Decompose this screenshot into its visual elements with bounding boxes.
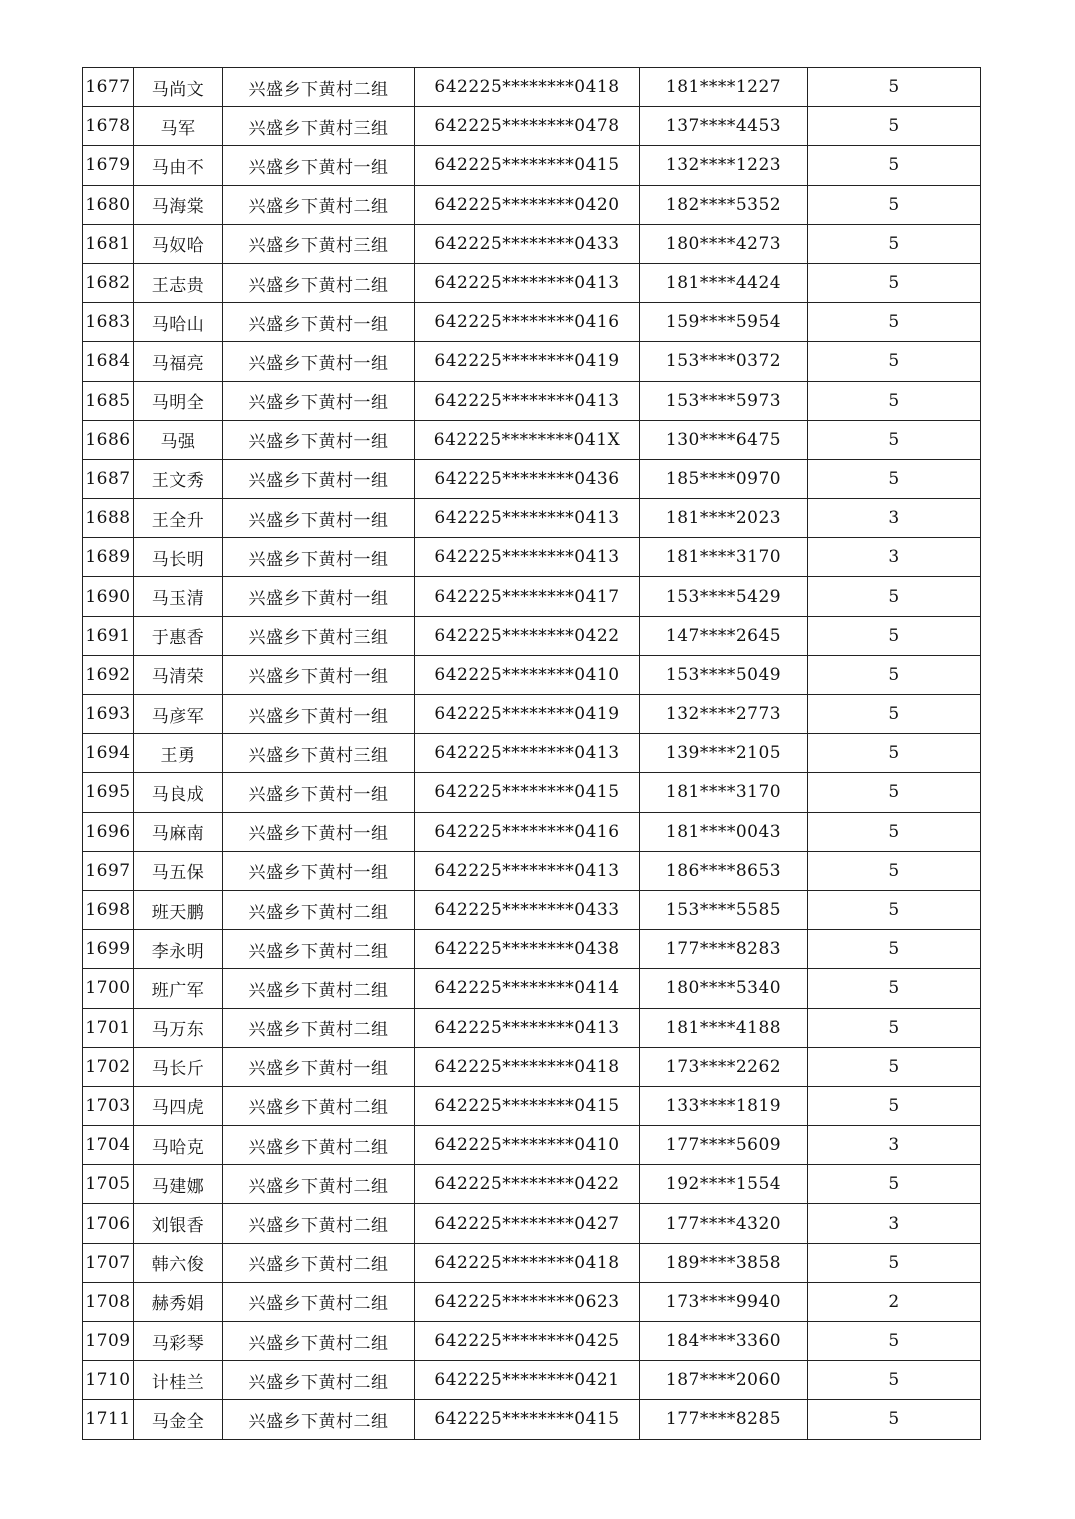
table-row: [83, 1282, 981, 1321]
phone-cell: 181****4424: [640, 263, 808, 302]
address-cell: 兴盛乡下黄村三组: [223, 107, 415, 146]
id-number-cell: 642225********0433: [415, 890, 640, 929]
address-cell: 兴盛乡下黄村一组: [223, 499, 415, 538]
count-cell: 5: [808, 185, 981, 224]
phone-cell: 192****1554: [640, 1165, 808, 1204]
count-cell: 5: [808, 890, 981, 929]
phone-cell: 181****4188: [640, 1008, 808, 1047]
phone-cell: 177****5609: [640, 1126, 808, 1165]
table-row: [83, 68, 981, 107]
address-cell: 兴盛乡下黄村二组: [223, 1322, 415, 1361]
name-cell: 马建娜: [134, 1165, 223, 1204]
count-cell: 5: [808, 695, 981, 734]
id-number-cell: 642225********0418: [415, 1243, 640, 1282]
address-cell: 兴盛乡下黄村一组: [223, 577, 415, 616]
count-cell: 3: [808, 538, 981, 577]
name-cell: 马长明: [134, 538, 223, 577]
phone-cell: 153****0372: [640, 342, 808, 381]
count-cell: 2: [808, 1282, 981, 1321]
row-number-cell: 1707: [83, 1243, 134, 1282]
row-number-cell: 1702: [83, 1047, 134, 1086]
row-number-cell: 1703: [83, 1086, 134, 1125]
id-number-cell: 642225********0422: [415, 1165, 640, 1204]
row-number-cell: 1677: [83, 68, 134, 107]
id-number-cell: 642225********0417: [415, 577, 640, 616]
phone-cell: 181****2023: [640, 499, 808, 538]
table-row: [83, 303, 981, 342]
count-cell: 3: [808, 499, 981, 538]
table-row: [83, 381, 981, 420]
address-cell: 兴盛乡下黄村一组: [223, 303, 415, 342]
id-number-cell: 642225********0420: [415, 185, 640, 224]
count-cell: 5: [808, 107, 981, 146]
address-cell: 兴盛乡下黄村一组: [223, 342, 415, 381]
name-cell: 马奴哈: [134, 224, 223, 263]
id-number-cell: 642225********0418: [415, 1047, 640, 1086]
address-cell: 兴盛乡下黄村一组: [223, 538, 415, 577]
phone-cell: 147****2645: [640, 616, 808, 655]
name-cell: 班天鹏: [134, 890, 223, 929]
phone-cell: 181****3170: [640, 773, 808, 812]
address-cell: 兴盛乡下黄村二组: [223, 263, 415, 302]
address-cell: 兴盛乡下黄村一组: [223, 381, 415, 420]
phone-cell: 181****1227: [640, 68, 808, 107]
count-cell: 5: [808, 1322, 981, 1361]
name-cell: 赫秀娟: [134, 1282, 223, 1321]
count-cell: 5: [808, 1086, 981, 1125]
address-cell: 兴盛乡下黄村一组: [223, 420, 415, 459]
row-number-cell: 1690: [83, 577, 134, 616]
phone-cell: 177****8285: [640, 1400, 808, 1439]
table-row: [83, 1204, 981, 1243]
id-number-cell: 642225********0416: [415, 303, 640, 342]
id-number-cell: 642225********0421: [415, 1361, 640, 1400]
table-row: [83, 185, 981, 224]
table-row: [83, 655, 981, 694]
phone-cell: 182****5352: [640, 185, 808, 224]
id-number-cell: 642225********041X: [415, 420, 640, 459]
name-cell: 马麻南: [134, 812, 223, 851]
table-row: [83, 342, 981, 381]
id-number-cell: 642225********0413: [415, 538, 640, 577]
count-cell: 5: [808, 969, 981, 1008]
name-cell: 马强: [134, 420, 223, 459]
table-row: [83, 499, 981, 538]
count-cell: 5: [808, 68, 981, 107]
address-cell: 兴盛乡下黄村二组: [223, 68, 415, 107]
count-cell: 5: [808, 146, 981, 185]
table-row: [83, 107, 981, 146]
address-cell: 兴盛乡下黄村一组: [223, 812, 415, 851]
address-cell: 兴盛乡下黄村二组: [223, 969, 415, 1008]
address-cell: 兴盛乡下黄村二组: [223, 1204, 415, 1243]
count-cell: 5: [808, 1008, 981, 1047]
row-number-cell: 1701: [83, 1008, 134, 1047]
phone-cell: 159****5954: [640, 303, 808, 342]
count-cell: 5: [808, 812, 981, 851]
id-number-cell: 642225********0425: [415, 1322, 640, 1361]
name-cell: 马明全: [134, 381, 223, 420]
name-cell: 马尚文: [134, 68, 223, 107]
name-cell: 马五保: [134, 851, 223, 890]
count-cell: 5: [808, 263, 981, 302]
count-cell: 5: [808, 459, 981, 498]
id-number-cell: 642225********0419: [415, 342, 640, 381]
table-row: [83, 1008, 981, 1047]
count-cell: 5: [808, 224, 981, 263]
row-number-cell: 1698: [83, 890, 134, 929]
name-cell: 马哈山: [134, 303, 223, 342]
table-row: [83, 616, 981, 655]
name-cell: 马四虎: [134, 1086, 223, 1125]
row-number-cell: 1700: [83, 969, 134, 1008]
phone-cell: 132****2773: [640, 695, 808, 734]
address-cell: 兴盛乡下黄村二组: [223, 1126, 415, 1165]
address-cell: 兴盛乡下黄村三组: [223, 734, 415, 773]
count-cell: 5: [808, 851, 981, 890]
count-cell: 5: [808, 1165, 981, 1204]
table-row: [83, 1086, 981, 1125]
name-cell: 马清荣: [134, 655, 223, 694]
phone-cell: 189****3858: [640, 1243, 808, 1282]
id-number-cell: 642225********0419: [415, 695, 640, 734]
address-cell: 兴盛乡下黄村二组: [223, 1400, 415, 1439]
name-cell: 王志贵: [134, 263, 223, 302]
phone-cell: 180****4273: [640, 224, 808, 263]
table-row: [83, 577, 981, 616]
name-cell: 韩六俊: [134, 1243, 223, 1282]
id-number-cell: 642225********0414: [415, 969, 640, 1008]
count-cell: 5: [808, 1047, 981, 1086]
address-cell: 兴盛乡下黄村一组: [223, 1047, 415, 1086]
address-cell: 兴盛乡下黄村二组: [223, 1282, 415, 1321]
phone-cell: 184****3360: [640, 1322, 808, 1361]
roster-table: [82, 67, 981, 1440]
table-row: [83, 851, 981, 890]
table-row: [83, 224, 981, 263]
row-number-cell: 1692: [83, 655, 134, 694]
id-number-cell: 642225********0415: [415, 773, 640, 812]
phone-cell: 133****1819: [640, 1086, 808, 1125]
roster-table-body: [83, 68, 981, 1440]
phone-cell: 130****6475: [640, 420, 808, 459]
table-row: [83, 1047, 981, 1086]
row-number-cell: 1697: [83, 851, 134, 890]
id-number-cell: 642225********0427: [415, 1204, 640, 1243]
row-number-cell: 1685: [83, 381, 134, 420]
count-cell: 5: [808, 420, 981, 459]
count-cell: 3: [808, 1126, 981, 1165]
name-cell: 马彦军: [134, 695, 223, 734]
row-number-cell: 1682: [83, 263, 134, 302]
table-row: [83, 538, 981, 577]
name-cell: 班广军: [134, 969, 223, 1008]
phone-cell: 186****8653: [640, 851, 808, 890]
table-row: [83, 1322, 981, 1361]
id-number-cell: 642225********0415: [415, 1086, 640, 1125]
name-cell: 马金全: [134, 1400, 223, 1439]
address-cell: 兴盛乡下黄村二组: [223, 1243, 415, 1282]
id-number-cell: 642225********0478: [415, 107, 640, 146]
id-number-cell: 642225********0436: [415, 459, 640, 498]
address-cell: 兴盛乡下黄村三组: [223, 616, 415, 655]
count-cell: 5: [808, 577, 981, 616]
phone-cell: 180****5340: [640, 969, 808, 1008]
count-cell: 5: [808, 930, 981, 969]
name-cell: 马长斤: [134, 1047, 223, 1086]
name-cell: 刘银香: [134, 1204, 223, 1243]
row-number-cell: 1695: [83, 773, 134, 812]
row-number-cell: 1699: [83, 930, 134, 969]
table-row: [83, 812, 981, 851]
row-number-cell: 1680: [83, 185, 134, 224]
address-cell: 兴盛乡下黄村二组: [223, 930, 415, 969]
name-cell: 马万东: [134, 1008, 223, 1047]
name-cell: 马哈克: [134, 1126, 223, 1165]
address-cell: 兴盛乡下黄村一组: [223, 146, 415, 185]
count-cell: 3: [808, 1204, 981, 1243]
phone-cell: 153****5585: [640, 890, 808, 929]
id-number-cell: 642225********0438: [415, 930, 640, 969]
row-number-cell: 1683: [83, 303, 134, 342]
phone-cell: 177****4320: [640, 1204, 808, 1243]
name-cell: 马海棠: [134, 185, 223, 224]
phone-cell: 185****0970: [640, 459, 808, 498]
count-cell: 5: [808, 1361, 981, 1400]
address-cell: 兴盛乡下黄村一组: [223, 773, 415, 812]
table-row: [83, 146, 981, 185]
id-number-cell: 642225********0416: [415, 812, 640, 851]
name-cell: 计桂兰: [134, 1361, 223, 1400]
row-number-cell: 1686: [83, 420, 134, 459]
id-number-cell: 642225********0413: [415, 381, 640, 420]
phone-cell: 181****0043: [640, 812, 808, 851]
phone-cell: 137****4453: [640, 107, 808, 146]
id-number-cell: 642225********0413: [415, 1008, 640, 1047]
row-number-cell: 1694: [83, 734, 134, 773]
row-number-cell: 1681: [83, 224, 134, 263]
name-cell: 马良成: [134, 773, 223, 812]
row-number-cell: 1687: [83, 459, 134, 498]
address-cell: 兴盛乡下黄村二组: [223, 1008, 415, 1047]
row-number-cell: 1684: [83, 342, 134, 381]
id-number-cell: 642225********0433: [415, 224, 640, 263]
id-number-cell: 642225********0410: [415, 1126, 640, 1165]
name-cell: 王文秀: [134, 459, 223, 498]
table-row: [83, 459, 981, 498]
name-cell: 马玉清: [134, 577, 223, 616]
phone-cell: 173****2262: [640, 1047, 808, 1086]
phone-cell: 153****5049: [640, 655, 808, 694]
table-row: [83, 930, 981, 969]
table-row: [83, 1361, 981, 1400]
row-number-cell: 1689: [83, 538, 134, 577]
row-number-cell: 1711: [83, 1400, 134, 1439]
row-number-cell: 1706: [83, 1204, 134, 1243]
row-number-cell: 1693: [83, 695, 134, 734]
row-number-cell: 1705: [83, 1165, 134, 1204]
address-cell: 兴盛乡下黄村二组: [223, 1086, 415, 1125]
count-cell: 5: [808, 773, 981, 812]
id-number-cell: 642225********0413: [415, 499, 640, 538]
row-number-cell: 1688: [83, 499, 134, 538]
address-cell: 兴盛乡下黄村二组: [223, 1165, 415, 1204]
row-number-cell: 1679: [83, 146, 134, 185]
phone-cell: 181****3170: [640, 538, 808, 577]
count-cell: 5: [808, 1400, 981, 1439]
table-row: [83, 420, 981, 459]
id-number-cell: 642225********0413: [415, 263, 640, 302]
table-row: [83, 263, 981, 302]
phone-cell: 132****1223: [640, 146, 808, 185]
name-cell: 马彩琴: [134, 1322, 223, 1361]
address-cell: 兴盛乡下黄村二组: [223, 890, 415, 929]
address-cell: 兴盛乡下黄村一组: [223, 655, 415, 694]
table-row: [83, 734, 981, 773]
table-row: [83, 969, 981, 1008]
name-cell: 马军: [134, 107, 223, 146]
address-cell: 兴盛乡下黄村一组: [223, 695, 415, 734]
row-number-cell: 1691: [83, 616, 134, 655]
id-number-cell: 642225********0410: [415, 655, 640, 694]
count-cell: 5: [808, 342, 981, 381]
name-cell: 于惠香: [134, 616, 223, 655]
count-cell: 5: [808, 616, 981, 655]
id-number-cell: 642225********0413: [415, 734, 640, 773]
phone-cell: 173****9940: [640, 1282, 808, 1321]
row-number-cell: 1708: [83, 1282, 134, 1321]
phone-cell: 153****5429: [640, 577, 808, 616]
name-cell: 王勇: [134, 734, 223, 773]
table-row: [83, 1165, 981, 1204]
address-cell: 兴盛乡下黄村二组: [223, 1361, 415, 1400]
row-number-cell: 1696: [83, 812, 134, 851]
row-number-cell: 1710: [83, 1361, 134, 1400]
table-row: [83, 1126, 981, 1165]
address-cell: 兴盛乡下黄村一组: [223, 851, 415, 890]
id-number-cell: 642225********0415: [415, 146, 640, 185]
count-cell: 5: [808, 655, 981, 694]
count-cell: 5: [808, 303, 981, 342]
address-cell: 兴盛乡下黄村三组: [223, 224, 415, 263]
id-number-cell: 642225********0418: [415, 68, 640, 107]
count-cell: 5: [808, 381, 981, 420]
name-cell: 王全升: [134, 499, 223, 538]
name-cell: 马福亮: [134, 342, 223, 381]
id-number-cell: 642225********0413: [415, 851, 640, 890]
count-cell: 5: [808, 734, 981, 773]
id-number-cell: 642225********0422: [415, 616, 640, 655]
row-number-cell: 1704: [83, 1126, 134, 1165]
table-row: [83, 773, 981, 812]
name-cell: 李永明: [134, 930, 223, 969]
table-row: [83, 890, 981, 929]
id-number-cell: 642225********0623: [415, 1282, 640, 1321]
phone-cell: 153****5973: [640, 381, 808, 420]
table-row: [83, 1243, 981, 1282]
phone-cell: 177****8283: [640, 930, 808, 969]
row-number-cell: 1709: [83, 1322, 134, 1361]
table-row: [83, 1400, 981, 1439]
table-row: [83, 695, 981, 734]
count-cell: 5: [808, 1243, 981, 1282]
address-cell: 兴盛乡下黄村一组: [223, 459, 415, 498]
address-cell: 兴盛乡下黄村二组: [223, 185, 415, 224]
id-number-cell: 642225********0415: [415, 1400, 640, 1439]
name-cell: 马由不: [134, 146, 223, 185]
row-number-cell: 1678: [83, 107, 134, 146]
phone-cell: 187****2060: [640, 1361, 808, 1400]
phone-cell: 139****2105: [640, 734, 808, 773]
